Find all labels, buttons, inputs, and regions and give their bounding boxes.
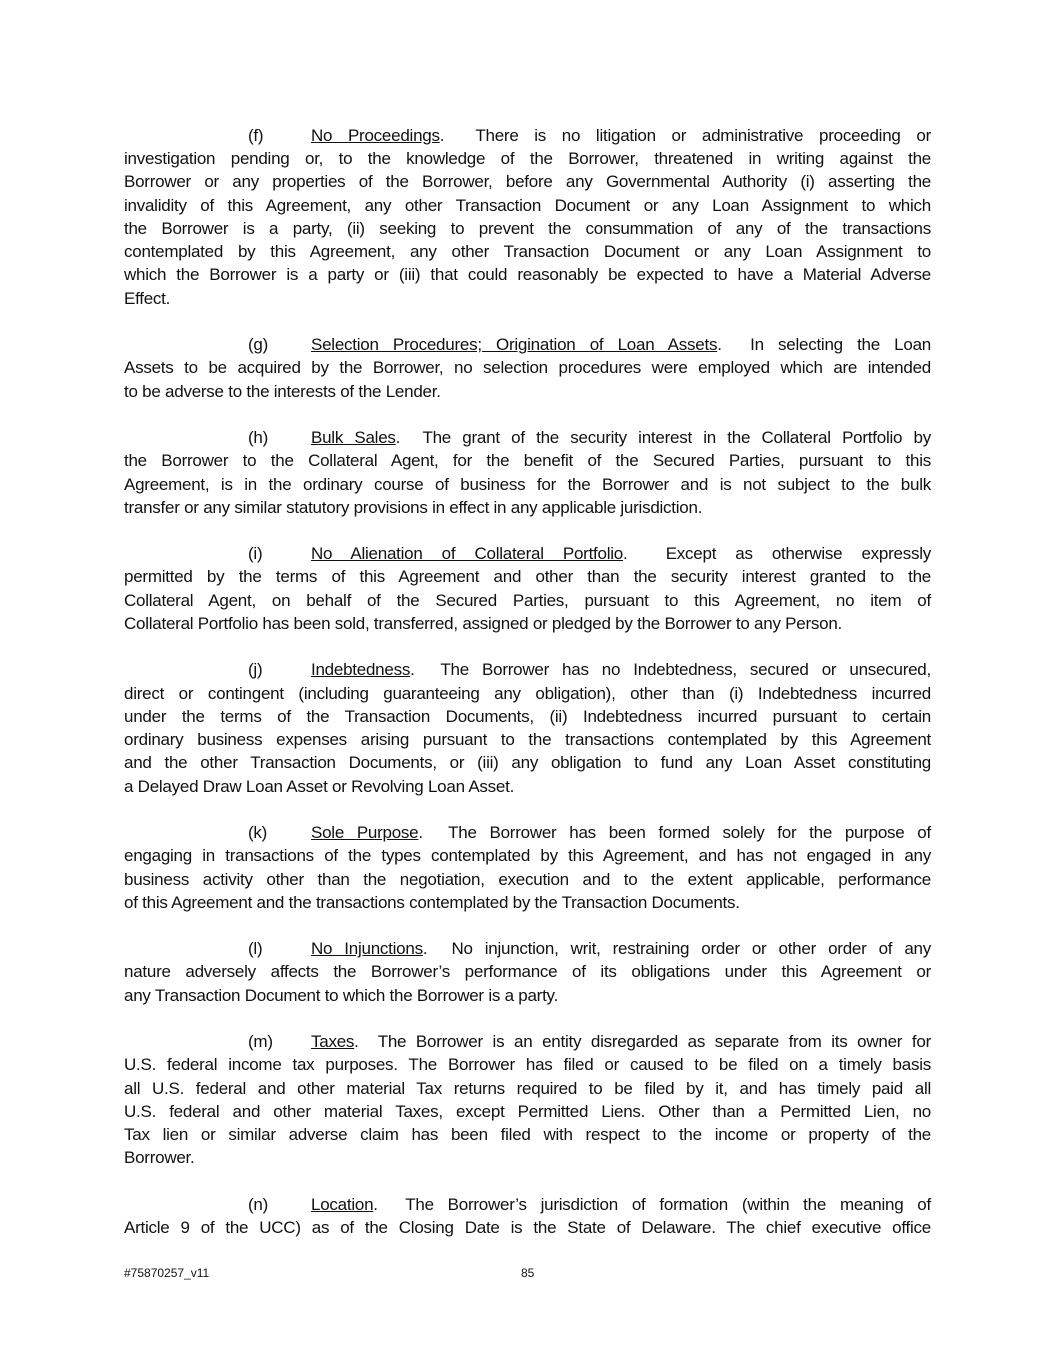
text-line: (j) Indebtedness. The Borrower has no Indebtedness, secured or unsecured, — [124, 658, 931, 681]
section-label: (g) — [248, 335, 269, 355]
section-label: (h) — [248, 428, 269, 448]
section-paragraph — [124, 821, 931, 914]
text-line: Collateral Agent, on behalf of the Secured Parties, pursuant to this Agreement, no item of — [124, 590, 931, 610]
text-line: Article 9 of the UCC) as of the Closing Date is the State of Delaware. The chief executive office — [124, 1218, 931, 1238]
text-line: any Transaction Document to which the Borrower is a party. — [124, 985, 558, 1005]
section-text: There is no litigation or administrative proceeding or — [475, 126, 931, 145]
section-text: The Borrower has been formed solely for the purpose of — [448, 823, 931, 843]
text-line: nature adversely affects the Borrower’s performance of its obligations under this Agreement or — [124, 962, 931, 982]
section-paragraph — [124, 1030, 931, 1169]
text-line: contemplated by this Agreement, any other Transaction Document or any Loan Assignment to — [124, 242, 931, 262]
text-line: Collateral Portfolio has been sold, transferred, assigned or pledged by the Borrower to any Person. — [124, 613, 843, 633]
section-text: In selecting the Loan — [750, 335, 931, 355]
text-line: invalidity of this Agreement, any other Transaction Document or any Loan Assignment to which — [124, 195, 931, 215]
section-label: (f) — [248, 126, 264, 145]
section-paragraph — [124, 658, 931, 797]
section-label: (k) — [248, 823, 268, 843]
text-line: Assets to be acquired by the Borrower, no selection procedures were employed which are intended — [124, 358, 931, 378]
text-line: (n) Location. The Borrower’s jurisdiction of formation (within the meaning of — [124, 1193, 931, 1216]
text-line: Borrower. — [124, 1148, 195, 1168]
text-line: transfer or any similar statutory provisions in effect in any applicable jurisdiction. — [124, 497, 703, 517]
text-line: (l) No Injunctions. No injunction, writ, restraining order or other order of any — [124, 937, 931, 960]
section-paragraph — [124, 124, 931, 310]
text-line: business activity other than the negotiation, execution and to the extent applicable, performance — [124, 869, 931, 889]
text-line: Tax lien or similar adverse claim has been filed with respect to the income or property of the — [124, 1125, 931, 1145]
text-line: Borrower or any properties of the Borrower, before any Governmental Authority (i) asserting the — [124, 172, 931, 192]
section-text: The grant of the security interest in the Collateral Portfolio by — [422, 428, 931, 448]
section-heading: Sole Purpose — [311, 823, 419, 843]
section-label: (n) — [248, 1194, 269, 1214]
text-line: which the Borrower is a party or (iii) that could reasonably be expected to have a Material Adverse — [124, 265, 931, 285]
section-text: The Borrower’s jurisdiction of formation (within the meaning of — [405, 1194, 931, 1214]
text-line: all U.S. federal and other material Tax returns required to be filed by it, and has timely paid all — [124, 1078, 931, 1098]
section-heading: Selection Procedures; Origination of Loan Assets — [311, 335, 718, 355]
text-line: (h) Bulk Sales. The grant of the security interest in the Collateral Portfolio by — [124, 426, 931, 449]
document-id: #75870257_v11 — [124, 1266, 210, 1280]
text-line: (k) Sole Purpose. The Borrower has been formed solely for the purpose of — [124, 821, 931, 844]
section-heading: Taxes — [311, 1032, 355, 1052]
text-line: (m) Taxes. The Borrower is an entity disregarded as separate from its owner for — [124, 1030, 931, 1053]
section-heading: No Alienation of Collateral Portfolio — [311, 544, 623, 564]
text-line: direct or contingent (including guaranteeing any obligation), other than (i) Indebtedness incurred — [124, 683, 931, 703]
text-line: the Borrower to the Collateral Agent, for the benefit of the Secured Parties, pursuant to this — [124, 451, 931, 471]
text-line: Agreement, is in the ordinary course of business for the Borrower and is not subject to the bulk — [124, 474, 931, 494]
text-line: and the other Transaction Documents, or (iii) any obligation to fund any Loan Asset constituting — [124, 753, 931, 773]
text-line: to be adverse to the interests of the Lender. — [124, 381, 441, 401]
section-text: The Borrower has no Indebtedness, secured or unsecured, — [440, 660, 931, 680]
page-number: 85 — [521, 1266, 535, 1280]
text-line: investigation pending or, to the knowledge of the Borrower, threatened in writing against the — [124, 149, 931, 169]
section-heading: Bulk Sales — [311, 428, 396, 448]
text-line: of this Agreement and the transactions contemplated by the Transaction Documents. — [124, 892, 740, 912]
text-line: the Borrower is a party, (ii) seeking to prevent the consummation of any of the transactions — [124, 218, 931, 238]
text-line: under the terms of the Transaction Documents, (ii) Indebtedness incurred pursuant to certain — [124, 706, 931, 726]
text-line: U.S. federal and other material Taxes, except Permitted Liens. Other than a Permitted Lien, no — [124, 1101, 931, 1121]
section-text: Except as otherwise expressly — [665, 544, 932, 564]
section-heading: No Proceedings — [311, 126, 440, 145]
text-line: (g) Selection Procedures; Origination of Loan Assets. In selecting the Loan — [124, 333, 931, 356]
section-heading: Location — [311, 1194, 374, 1214]
text-line: (f) No Proceedings. There is no litigation or administrative proceeding or — [124, 124, 931, 147]
section-heading: No Injunctions — [311, 939, 423, 959]
section-text: The Borrower is an entity disregarded as separate from its owner for — [377, 1032, 931, 1052]
text-line: U.S. federal income tax purposes. The Borrower has filed or caused to be filed on a timely basis — [124, 1055, 931, 1075]
section-paragraph — [124, 937, 931, 1007]
section-label: (j) — [248, 660, 263, 680]
document-body — [124, 124, 931, 1262]
section-paragraph — [124, 1193, 931, 1239]
section-paragraph — [124, 426, 931, 519]
text-line: Effect. — [124, 288, 171, 308]
text-line: permitted by the terms of this Agreement and other than the security interest granted to the — [124, 567, 931, 587]
text-line: ordinary business expenses arising pursuant to the transactions contemplated by this Agreement — [124, 730, 931, 750]
section-label: (l) — [248, 939, 263, 959]
section-heading: Indebtedness — [311, 660, 411, 680]
text-line: engaging in transactions of the types contemplated by this Agreement, and has not engaged in any — [124, 846, 931, 866]
section-label: (m) — [248, 1032, 273, 1052]
text-line: a Delayed Draw Loan Asset or Revolving Loan Asset. — [124, 776, 515, 796]
text-line: (i) No Alienation of Collateral Portfolio. Except as otherwise expressly — [124, 542, 931, 565]
section-paragraph — [124, 333, 931, 403]
section-paragraph — [124, 542, 931, 635]
section-text: No injunction, writ, restraining order or other order of any — [451, 939, 931, 959]
section-label: (i) — [248, 544, 263, 564]
